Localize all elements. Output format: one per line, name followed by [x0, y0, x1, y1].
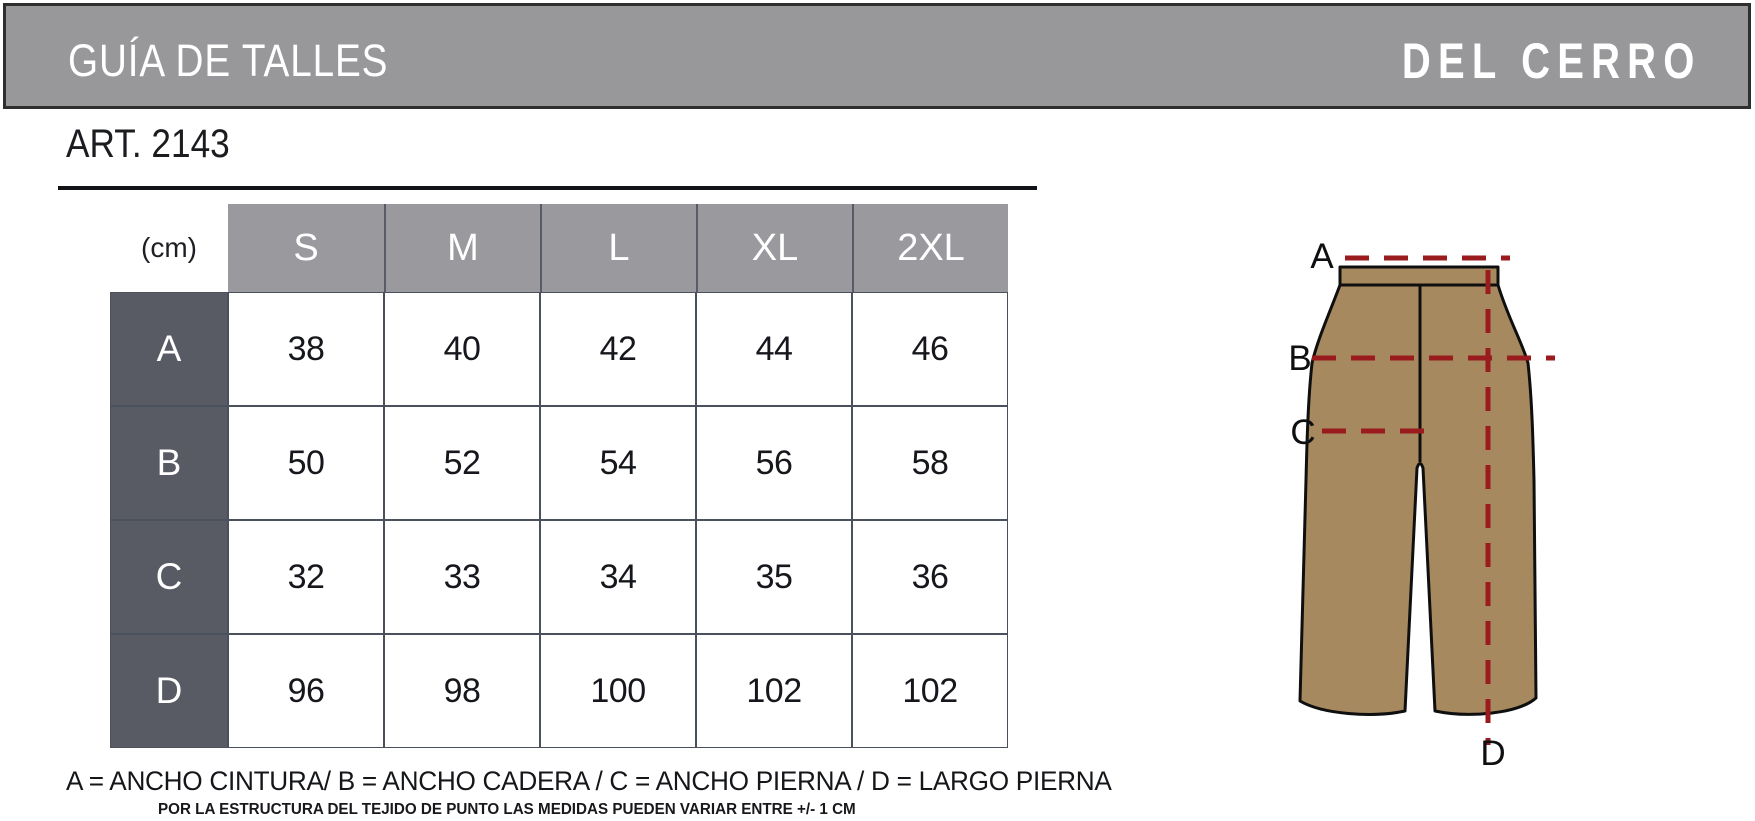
row-header-c: C	[110, 520, 228, 634]
pants-diagram	[1140, 200, 1580, 770]
unit-label: (cm)	[141, 232, 197, 263]
size-value-cell: 56	[696, 406, 852, 520]
size-value-cell: 33	[384, 520, 540, 634]
size-value-cell: 52	[384, 406, 540, 520]
pants-silhouette	[1300, 267, 1536, 714]
row-header-a: A	[110, 292, 228, 406]
row-header-d: D	[110, 634, 228, 748]
column-header-s: S	[228, 204, 384, 292]
tolerance-disclaimer: POR LA ESTRUCTURA DEL TEJIDO DE PUNTO LAS MEDIDAS PUEDEN VARIAR ENTRE +/- 1 CM	[158, 801, 856, 818]
size-value-cell: 100	[540, 634, 696, 748]
column-header-l: L	[540, 204, 696, 292]
size-value-cell: 46	[852, 292, 1008, 406]
title-banner	[3, 3, 1751, 109]
size-value-cell: 32	[228, 520, 384, 634]
size-value-cell: 34	[540, 520, 696, 634]
size-value-cell: 58	[852, 406, 1008, 520]
size-value-cell: 96	[228, 634, 384, 748]
measure-label-c: C	[1290, 413, 1316, 452]
measure-legend: A = ANCHO CINTURA/ B = ANCHO CADERA / C = ANCHO PIERNA / D = LARGO PIERNA	[66, 766, 1112, 796]
size-value-cell: 35	[696, 520, 852, 634]
measure-label-a: A	[1310, 237, 1334, 276]
article-number: ART. 2143	[66, 122, 230, 166]
size-value-cell: 38	[228, 292, 384, 406]
row-header-b: B	[110, 406, 228, 520]
size-value-cell: 42	[540, 292, 696, 406]
measure-label-b: B	[1288, 339, 1312, 378]
size-value-cell: 40	[384, 292, 540, 406]
size-value-cell: 50	[228, 406, 384, 520]
size-value-cell: 102	[852, 634, 1008, 748]
size-value-cell: 98	[384, 634, 540, 748]
size-table	[110, 204, 1008, 748]
column-header-m: M	[384, 204, 540, 292]
page-title: GUÍA DE TALLES	[68, 35, 389, 86]
size-value-cell: 36	[852, 520, 1008, 634]
column-header-xl: XL	[696, 204, 852, 292]
article-underline	[58, 186, 1037, 190]
size-value-cell: 102	[696, 634, 852, 748]
size-value-cell: 54	[540, 406, 696, 520]
measure-label-d: D	[1480, 734, 1506, 770]
column-header-2xl: 2XL	[852, 204, 1008, 292]
size-value-cell: 44	[696, 292, 852, 406]
brand-logo: DEL CERRO	[1402, 33, 1702, 89]
